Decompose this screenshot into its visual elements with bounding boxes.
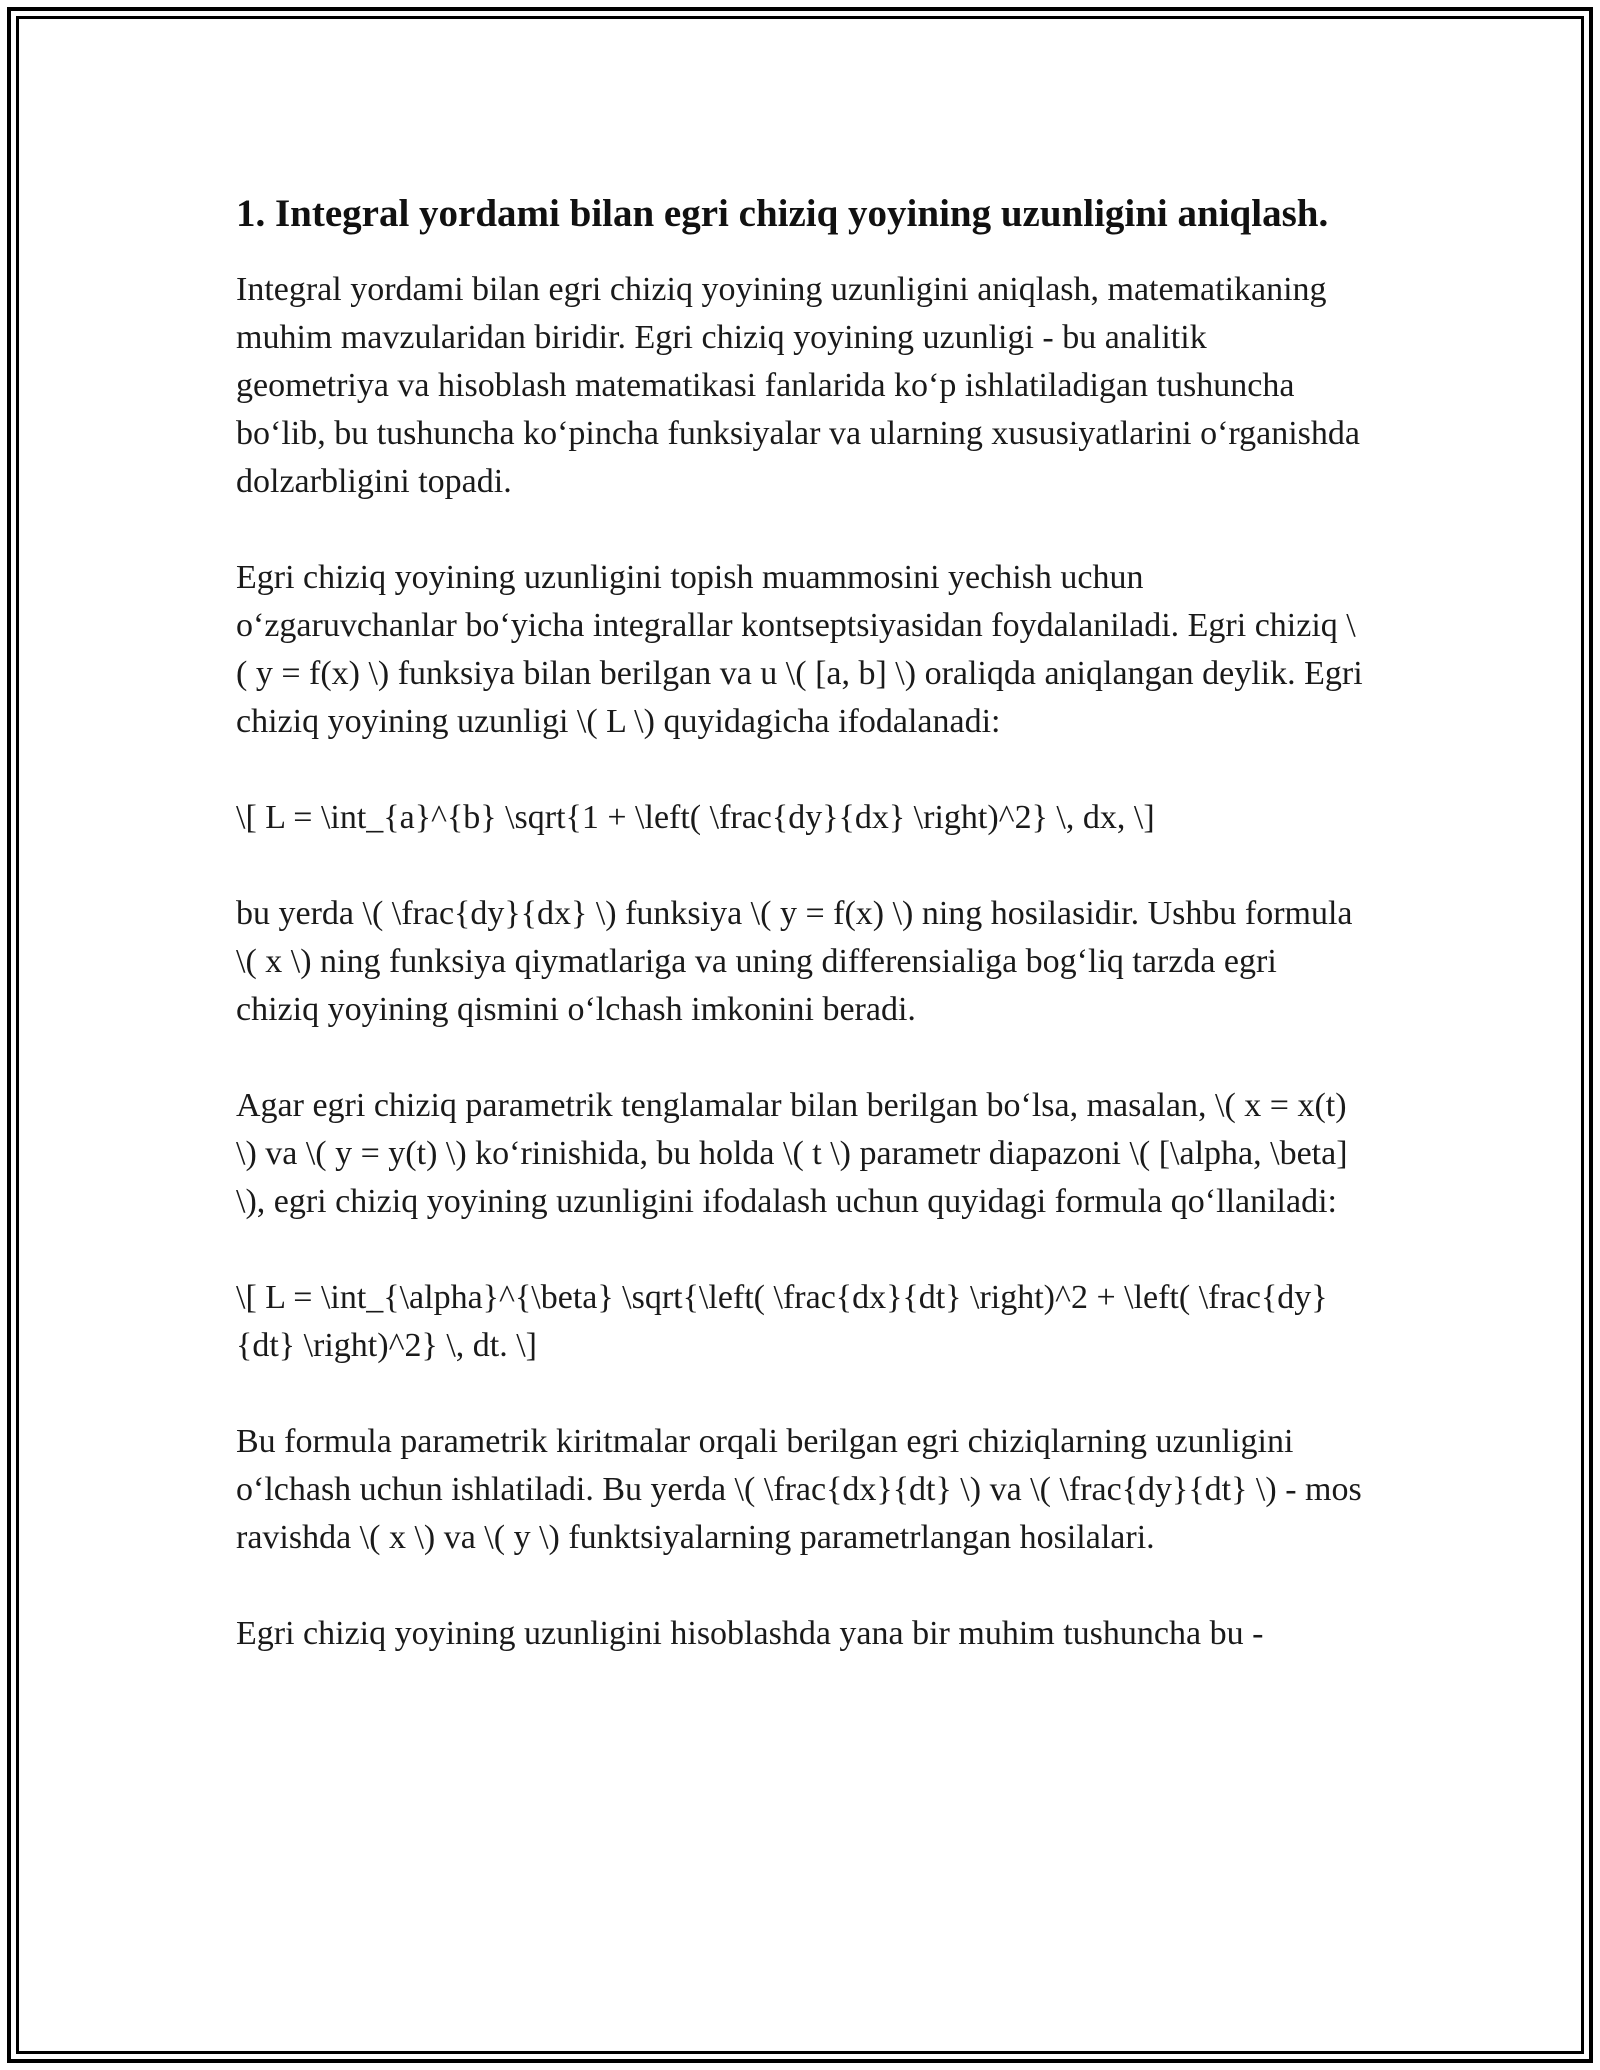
paragraph-definition: Egri chiziq yoyining uzunligini topish muammosini yechish uchun o‘zgaruvchanlar bo‘yicha integrallar kontseptsiyasidan foydalaniladi. Egri chiziq \( y = f(x) \) funksiya bilan berilgan va u \( [a, b] \) oraliqda aniqlangan deylik. Egri chiziq yoyining uzunligi \( L \) quyidagicha ifodalanadi: [236, 559, 1363, 740]
section-heading: 1. Integral yordami bilan egri chiziq yoyining uzunligini aniqlash. [236, 192, 1329, 235]
paragraph-continuation: Egri chiziq yoyining uzunligini hisoblashda yana bir muhim tushuncha bu - [236, 1615, 1264, 1652]
paragraph-derivative: bu yerda \( \frac{dy}{dx} \) funksiya \( y = f(x) \) ning hosilasidir. Ushbu formula \( x \) ning funksiya qiymatlariga va uning differensialiga bog‘liq tarzda egri chiziq yoyining qismini o‘lchash imkonini beradi. [236, 895, 1353, 1028]
formula-parametric-arc-length: \[ L = \int_{\alpha}^{\beta} \sqrt{\left( \frac{dx}{dt} \right)^2 + \left( \frac{dy}{dt} \right)^2} \, dt. \] [236, 1279, 1328, 1364]
formula-arc-length: \[ L = \int_{a}^{b} \sqrt{1 + \left( \frac{dy}{dx} \right)^2} \, dx, \] [236, 799, 1155, 836]
paragraph-parametric-explanation: Bu formula parametrik kiritmalar orqali berilgan egri chiziqlarning uzunligini o‘lchash uchun ishlatiladi. Bu yerda \( \frac{dx}{dt} \) va \( \frac{dy}{dt} \) - mos ravishda \( x \) va \( y \) funktsiyalarning parametrlangan hosilalari. [236, 1423, 1362, 1556]
paragraph-intro: Integral yordami bilan egri chiziq yoyining uzunligini aniqlash, matematikaning muhim mavzularidan biridir. Egri chiziq yoyining uzunligi - bu analitik geometriya va hisoblash matematikasi fanlarida ko‘p ishlatiladigan tushuncha bo‘lib, bu tushuncha ko‘pincha funksiyalar va ularning xususiyatlarini o‘rganishda dolzarbligini topadi. [236, 271, 1360, 500]
paragraph-parametric: Agar egri chiziq parametrik tenglamalar bilan berilgan bo‘lsa, masalan, \( x = x(t) \) va \( y = y(t) \) ko‘rinishida, bu holda \( t \) parametr diapazoni \( [\alpha, \beta] \), egri chiziq yoyining uzunligini ifodalash uchun quyidagi formula qo‘llaniladi: [236, 1087, 1348, 1220]
document-body [236, 186, 1366, 1658]
